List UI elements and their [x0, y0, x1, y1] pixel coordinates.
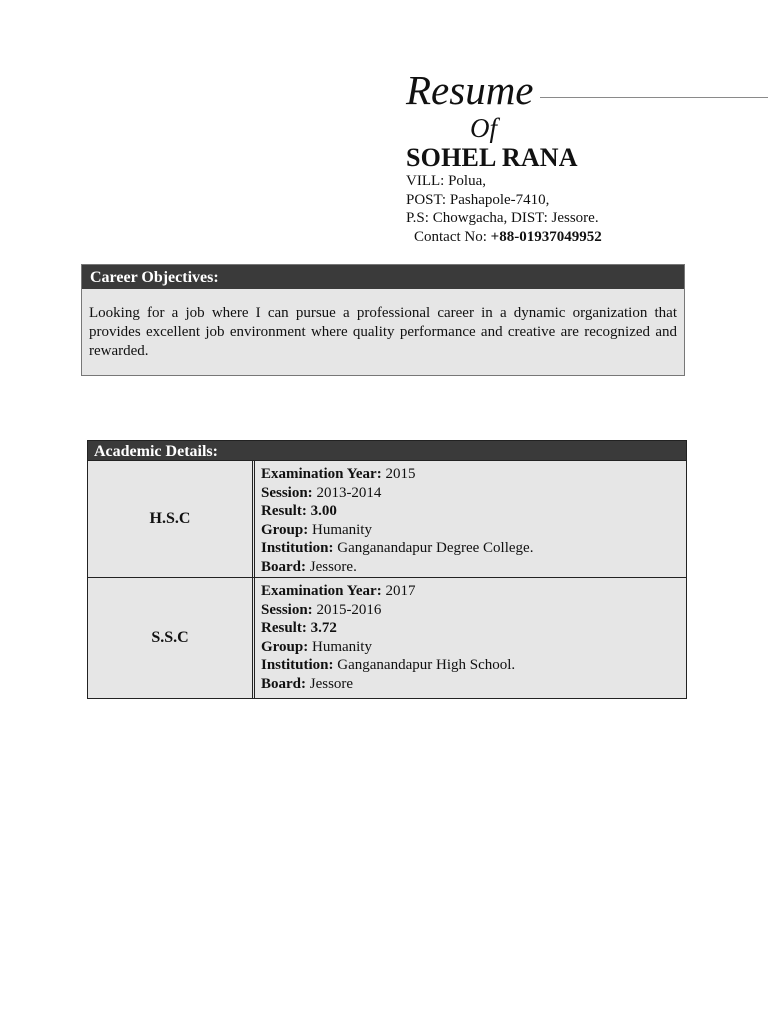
board-label: Board:: [261, 675, 306, 692]
academic-details: [255, 461, 686, 577]
institution-line: [261, 539, 686, 558]
group-line: [261, 521, 686, 540]
result-value: 3.00: [306, 503, 337, 520]
address-village: VILL: Polua,: [406, 173, 486, 189]
result-line: [261, 502, 686, 521]
exam-year-value: 2015: [381, 466, 416, 482]
academic-level: H.S.C: [88, 461, 255, 577]
career-objectives-heading: Career Objectives:: [82, 265, 684, 289]
academic-details: [255, 578, 686, 698]
board-line: [261, 675, 686, 694]
address-post: POST: Pashapole-7410,: [406, 191, 550, 208]
group-line: [261, 638, 686, 657]
result-line: [261, 619, 686, 638]
address-ps-dist: P.S: Chowgacha, DIST: Jessore.: [406, 210, 599, 226]
session-value: 2015-2016: [312, 601, 382, 618]
exam-year-value: 2017: [381, 583, 416, 599]
result-label: Result:: [261, 620, 307, 637]
address-block: [406, 172, 602, 246]
session-label: Session:: [261, 601, 313, 618]
board-value: Jessore.: [306, 558, 357, 575]
result-label: Result:: [261, 503, 307, 520]
contact-label: Contact No:: [414, 228, 491, 245]
academic-level: S.S.C: [88, 578, 255, 698]
contact-number: +88-01937049952: [490, 228, 602, 245]
candidate-name: SOHEL RANA: [406, 143, 578, 172]
institution-value: Ganganandapur Degree College.: [333, 540, 534, 557]
board-label: Board:: [261, 558, 306, 575]
board-line: [261, 558, 686, 577]
academic-row-ssc: [88, 577, 686, 698]
session-line: [261, 601, 686, 620]
academic-row-hsc: [88, 460, 686, 577]
academic-details-heading: Academic Details:: [88, 441, 686, 460]
institution-label: Institution:: [261, 657, 334, 674]
board-value: Jessore: [306, 675, 354, 692]
group-value: Humanity: [308, 521, 372, 538]
resume-title: Resume: [406, 67, 534, 113]
session-line: [261, 484, 686, 503]
of-text: Of: [470, 113, 497, 143]
institution-line: [261, 656, 686, 675]
result-value: 3.72: [306, 620, 337, 637]
group-value: Humanity: [308, 638, 372, 655]
exam-year-label: Examination Year:: [261, 583, 382, 599]
exam-year-line: [261, 465, 686, 484]
exam-year-label: Examination Year:: [261, 466, 382, 482]
session-label: Session:: [261, 484, 313, 501]
career-objectives-text: Looking for a job where I can pursue a professional career in a dynamic organization that provides excellent job environment where quality performance and creative are recognized and rewarded.: [89, 305, 677, 359]
institution-label: Institution:: [261, 540, 334, 557]
career-objectives-section: [81, 264, 685, 376]
group-label: Group:: [261, 521, 309, 538]
exam-year-line: [261, 582, 686, 601]
title-rule: [540, 97, 768, 98]
academic-details-section: [87, 440, 687, 699]
session-value: 2013-2014: [312, 484, 382, 501]
group-label: Group:: [261, 638, 309, 655]
contact-line: [406, 228, 602, 247]
institution-value: Ganganandapur High School.: [333, 657, 516, 674]
